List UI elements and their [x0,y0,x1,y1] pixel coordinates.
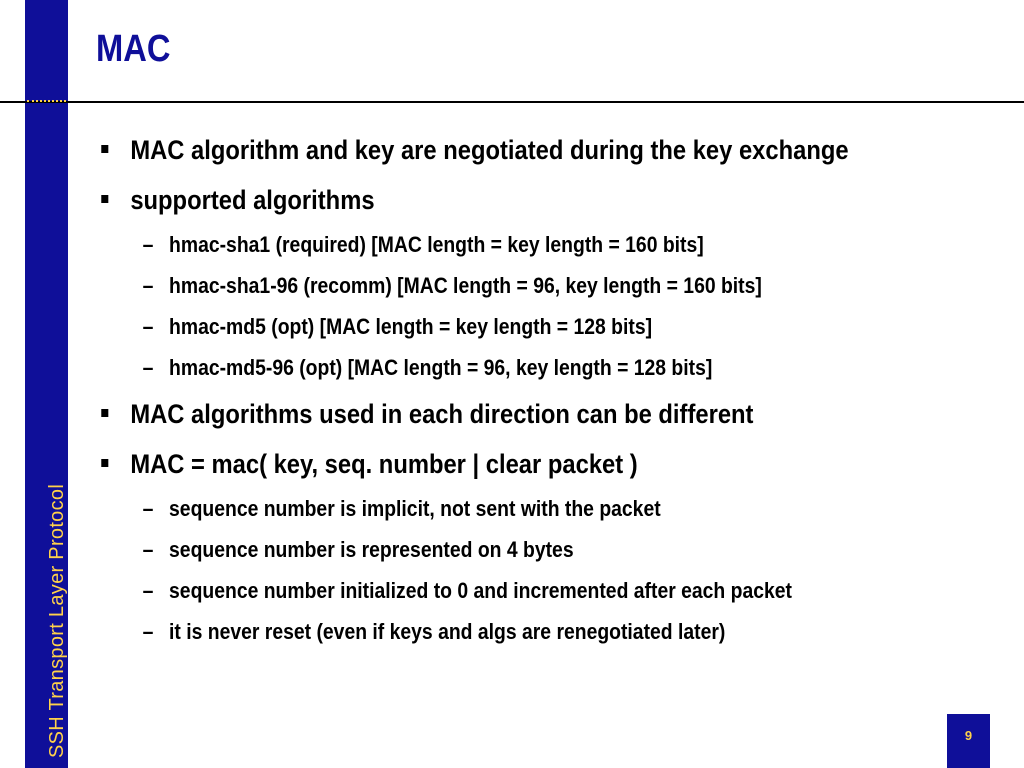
bullet-text: supported algorithms [130,185,375,215]
sub-bullet-item [96,576,961,606]
bullet-item [96,130,887,170]
square-bullet-icon [101,145,108,153]
dash-icon: – [142,619,154,644]
sub-bullet-text: hmac-md5-96 (opt) [MAC length = 96, key length = 128 bits] [169,355,713,380]
bullet-item [96,394,887,434]
slide-title: MAC [96,28,171,70]
sidebar-dotted-line [27,100,66,102]
sub-bullet-text: sequence number is implicit, not sent with the packet [169,496,661,521]
bullet-item [96,180,887,220]
sub-bullet-item [96,230,961,260]
dash-icon: – [142,537,154,562]
square-bullet-icon [101,459,108,467]
sub-bullet-text: hmac-md5 (opt) [MAC length = key length = 128 bits] [169,314,653,339]
sub-bullet-item [96,271,961,301]
sub-bullet-item [96,494,961,524]
dash-icon: – [142,273,154,298]
dash-icon: – [142,314,154,339]
sub-bullet-item [96,535,961,565]
bullet-item [96,444,887,484]
bullet-text: MAC algorithm and key are negotiated during the key exchange [130,135,849,165]
sub-bullet-text: sequence number initialized to 0 and incremented after each packet [169,578,792,603]
sub-bullet-text: hmac-sha1-96 (recomm) [MAC length = 96, key length = 160 bits] [169,273,762,298]
dash-icon: – [142,232,154,257]
square-bullet-icon [101,195,108,203]
sub-bullet-text: it is never reset (even if keys and algs are renegotiated later) [169,619,726,644]
sub-bullet-item [96,312,961,342]
dash-icon: – [142,578,154,603]
sub-bullet-item [96,353,961,383]
page-number: 9 [964,728,973,743]
sub-bullet-item [96,617,961,647]
page-number-box [947,714,990,768]
dash-icon: – [142,496,154,521]
bullet-text: MAC algorithms used in each direction can be different [130,399,754,429]
sub-bullet-text: hmac-sha1 (required) [MAC length = key length = 160 bits] [169,232,704,257]
title-divider [0,101,1024,103]
sidebar-label: SSH Transport Layer Protocol [46,483,68,758]
bullet-list [96,130,996,658]
dash-icon: – [142,355,154,380]
bullet-text: MAC = mac( key, seq. number | clear packet ) [130,449,638,479]
square-bullet-icon [101,409,108,417]
sub-bullet-text: sequence number is represented on 4 bytes [169,537,574,562]
